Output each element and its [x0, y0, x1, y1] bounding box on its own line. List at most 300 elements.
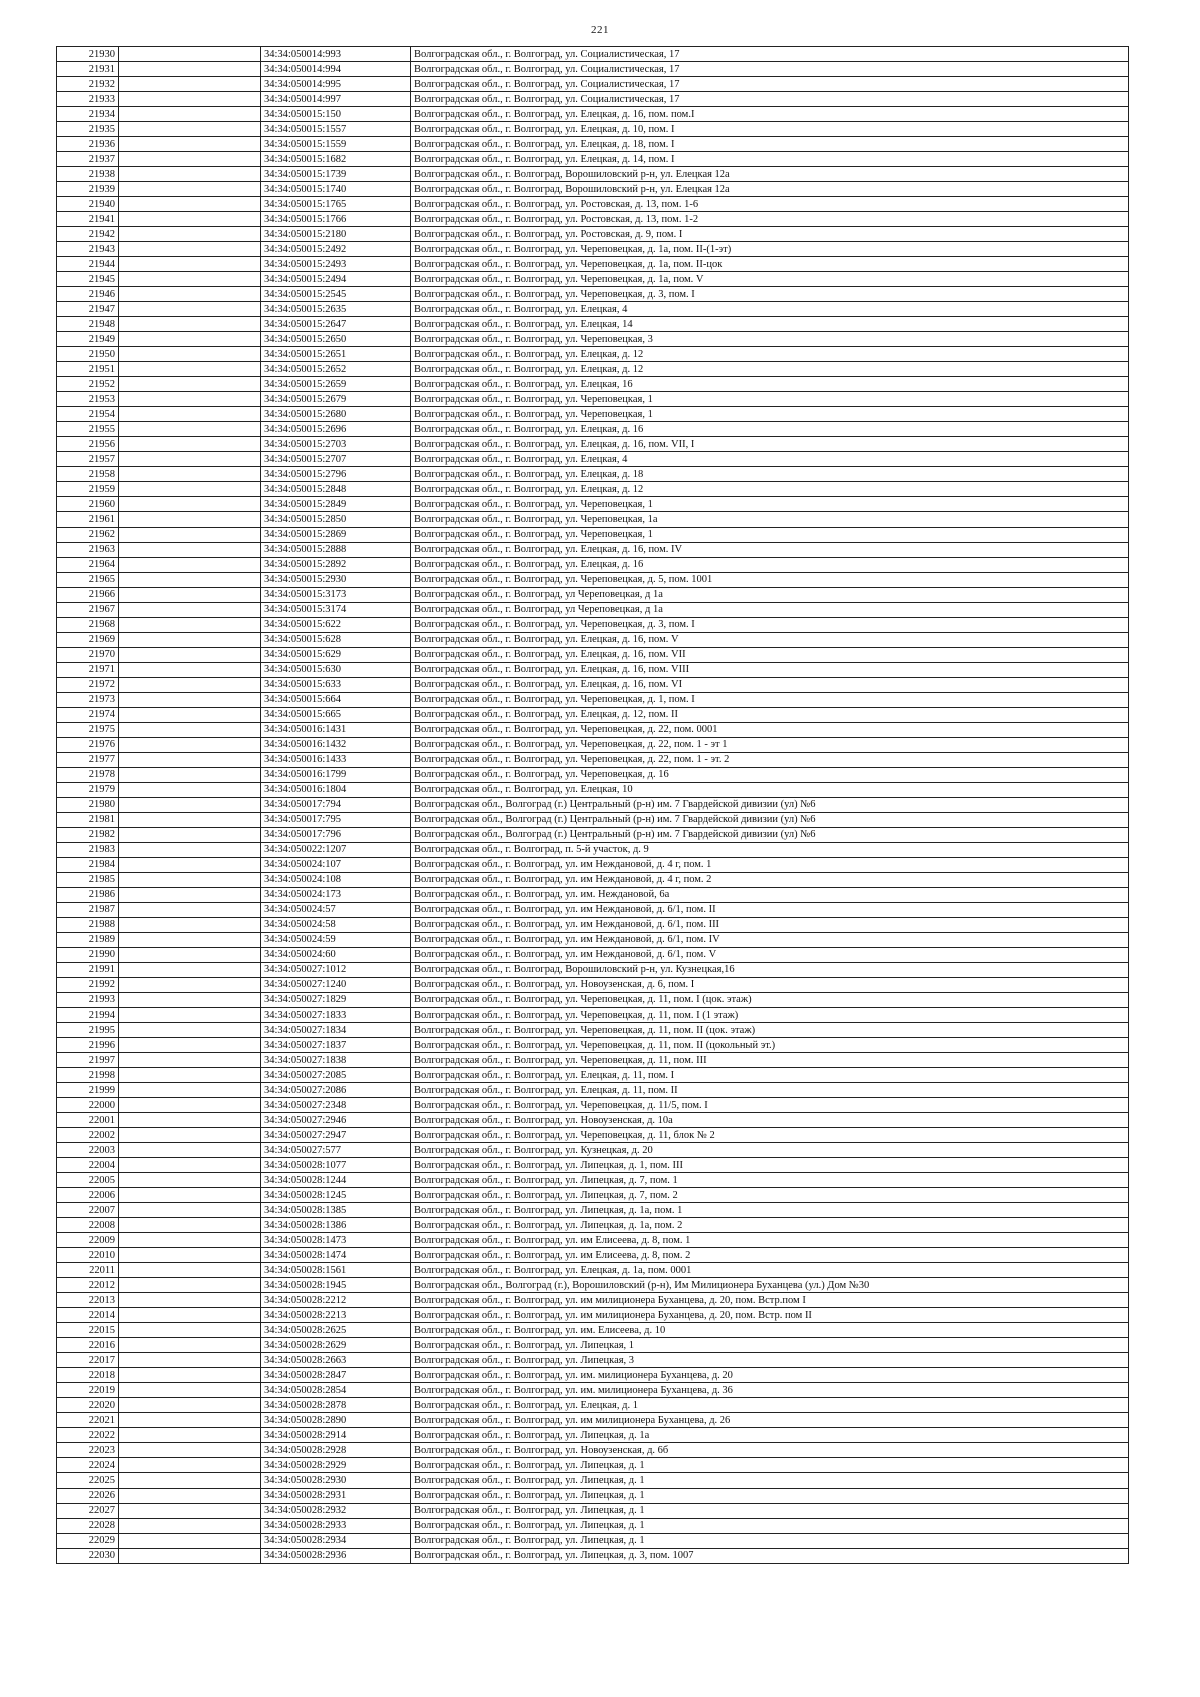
table-row	[57, 497, 1129, 512]
table-row	[57, 902, 1129, 917]
cadastral-number-cell: 34:34:050028:2932	[261, 1503, 411, 1518]
table-row	[57, 512, 1129, 527]
table-row	[57, 692, 1129, 707]
address-cell: Волгоградская обл., г. Волгоград, ул. Новоузенская, д. 10а	[411, 1113, 1129, 1128]
row-number-cell: 21955	[57, 422, 119, 437]
cadastral-number-cell: 34:34:050024:57	[261, 902, 411, 917]
address-cell: Волгоградская обл., г. Волгоград, ул. Череповецкая, д. 1а, пом. II-цок	[411, 257, 1129, 272]
cadastral-number-cell: 34:34:050015:2180	[261, 227, 411, 242]
row-number-cell: 21949	[57, 332, 119, 347]
cadastral-number-cell: 34:34:050017:796	[261, 827, 411, 842]
table-row	[57, 1518, 1129, 1533]
address-cell: Волгоградская обл., г. Волгоград, ул. Елецкая, д. 10, пом. I	[411, 122, 1129, 137]
row-number-cell: 22025	[57, 1473, 119, 1488]
empty-cell	[119, 1038, 261, 1053]
cadastral-number-cell: 34:34:050016:1799	[261, 767, 411, 782]
registry-body	[57, 47, 1129, 1564]
row-number-cell: 21931	[57, 62, 119, 77]
empty-cell	[119, 107, 261, 122]
empty-cell	[119, 227, 261, 242]
cadastral-number-cell: 34:34:050028:1077	[261, 1158, 411, 1173]
address-cell: Волгоградская обл., г. Волгоград, ул. им. милиционера Буханцева, д. 20	[411, 1368, 1129, 1383]
address-cell: Волгоградская обл., г. Волгоград, Ворошиловский р-н, ул. Кузнецкая,16	[411, 962, 1129, 977]
table-row	[57, 482, 1129, 497]
table-row	[57, 647, 1129, 662]
address-cell: Волгоградская обл., г. Волгоград, ул. Череповецкая, 1	[411, 497, 1129, 512]
address-cell: Волгоградская обл., г. Волгоград, ул. Елецкая, д. 14, пом. I	[411, 152, 1129, 167]
row-number-cell: 21970	[57, 647, 119, 662]
table-row	[57, 122, 1129, 137]
cadastral-number-cell: 34:34:050015:622	[261, 617, 411, 632]
row-number-cell: 22009	[57, 1233, 119, 1248]
cadastral-number-cell: 34:34:050016:1804	[261, 782, 411, 797]
address-cell: Волгоградская обл., г. Волгоград, ул. Череповецкая, д. 3, пом. I	[411, 287, 1129, 302]
row-number-cell: 21947	[57, 302, 119, 317]
empty-cell	[119, 437, 261, 452]
cadastral-number-cell: 34:34:050028:2847	[261, 1368, 411, 1383]
row-number-cell: 21964	[57, 557, 119, 572]
empty-cell	[119, 857, 261, 872]
cadastral-number-cell: 34:34:050028:1244	[261, 1173, 411, 1188]
row-number-cell: 21939	[57, 182, 119, 197]
empty-cell	[119, 872, 261, 887]
address-cell: Волгоградская обл., г. Волгоград, ул. им Елисеева, д. 8, пом. 2	[411, 1248, 1129, 1263]
row-number-cell: 22022	[57, 1428, 119, 1443]
address-cell: Волгоградская обл., г. Волгоград, ул. Череповецкая, д. 11, блок № 2	[411, 1128, 1129, 1143]
empty-cell	[119, 1188, 261, 1203]
empty-cell	[119, 152, 261, 167]
empty-cell	[119, 1233, 261, 1248]
table-row	[57, 437, 1129, 452]
cadastral-number-cell: 34:34:050015:2680	[261, 407, 411, 422]
row-number-cell: 21960	[57, 497, 119, 512]
table-row	[57, 1278, 1129, 1293]
empty-cell	[119, 917, 261, 932]
row-number-cell: 21981	[57, 812, 119, 827]
row-number-cell: 21998	[57, 1068, 119, 1083]
table-row	[57, 377, 1129, 392]
address-cell: Волгоградская обл., Волгоград (г.) Центральный (р-н) им. 7 Гвардейской дивизии (ул) №6	[411, 812, 1129, 827]
cadastral-number-cell: 34:34:050028:2933	[261, 1518, 411, 1533]
row-number-cell: 22007	[57, 1203, 119, 1218]
address-cell: Волгоградская обл., г. Волгоград, ул. Елецкая, д. 18	[411, 467, 1129, 482]
address-cell: Волгоградская обл., г. Волгоград, ул. им Неждановой, д. 6/1, пом. V	[411, 947, 1129, 962]
row-number-cell: 21941	[57, 212, 119, 227]
address-cell: Волгоградская обл., г. Волгоград, ул. им. милиционера Буханцева, д. 36	[411, 1383, 1129, 1398]
address-cell: Волгоградская обл., г. Волгоград, ул. Липецкая, д. 3, пом. 1007	[411, 1548, 1129, 1563]
row-number-cell: 21966	[57, 587, 119, 602]
table-row	[57, 152, 1129, 167]
table-row	[57, 572, 1129, 587]
table-row	[57, 632, 1129, 647]
table-row	[57, 92, 1129, 107]
empty-cell	[119, 1488, 261, 1503]
row-number-cell: 21978	[57, 767, 119, 782]
row-number-cell: 22006	[57, 1188, 119, 1203]
table-row	[57, 302, 1129, 317]
empty-cell	[119, 452, 261, 467]
address-cell: Волгоградская обл., г. Волгоград, ул. Липецкая, д. 7, пом. 1	[411, 1173, 1129, 1188]
row-number-cell: 21988	[57, 917, 119, 932]
empty-cell	[119, 827, 261, 842]
address-cell: Волгоградская обл., г. Волгоград, ул. Ростовская, д. 13, пом. 1-6	[411, 197, 1129, 212]
table-row	[57, 857, 1129, 872]
address-cell: Волгоградская обл., г. Волгоград, ул. Череповецкая, 1	[411, 392, 1129, 407]
address-cell: Волгоградская обл., г. Волгоград, ул. Елецкая, д. 11, пом. I	[411, 1068, 1129, 1083]
cadastral-number-cell: 34:34:050015:2930	[261, 572, 411, 587]
cadastral-number-cell: 34:34:050027:2086	[261, 1083, 411, 1098]
table-row	[57, 227, 1129, 242]
cadastral-number-cell: 34:34:050015:1740	[261, 182, 411, 197]
empty-cell	[119, 1398, 261, 1413]
address-cell: Волгоградская обл., г. Волгоград, ул. Липецкая, д. 1, пом. III	[411, 1158, 1129, 1173]
table-row	[57, 182, 1129, 197]
address-cell: Волгоградская обл., г. Волгоград, ул. им Неждановой, д. 6/1, пом. II	[411, 902, 1129, 917]
row-number-cell: 22011	[57, 1263, 119, 1278]
empty-cell	[119, 1308, 261, 1323]
address-cell: Волгоградская обл., г. Волгоград, ул. Череповецкая, д. 1а, пом. II-(1-эт)	[411, 242, 1129, 257]
cadastral-number-cell: 34:34:050015:2493	[261, 257, 411, 272]
table-row	[57, 1083, 1129, 1098]
cadastral-number-cell: 34:34:050017:795	[261, 812, 411, 827]
table-row	[57, 212, 1129, 227]
cadastral-number-cell: 34:34:050015:3174	[261, 602, 411, 617]
cadastral-number-cell: 34:34:050028:2625	[261, 1323, 411, 1338]
row-number-cell: 21982	[57, 827, 119, 842]
cadastral-number-cell: 34:34:050027:1829	[261, 992, 411, 1007]
table-row	[57, 77, 1129, 92]
empty-cell	[119, 1503, 261, 1518]
table-row	[57, 1113, 1129, 1128]
row-number-cell: 21968	[57, 617, 119, 632]
cadastral-number-cell: 34:34:050015:1766	[261, 212, 411, 227]
table-row	[57, 752, 1129, 767]
empty-cell	[119, 167, 261, 182]
table-row	[57, 1548, 1129, 1563]
empty-cell	[119, 392, 261, 407]
table-row	[57, 272, 1129, 287]
cadastral-number-cell: 34:34:050028:1245	[261, 1188, 411, 1203]
address-cell: Волгоградская обл., г. Волгоград, ул. Елецкая, 14	[411, 317, 1129, 332]
empty-cell	[119, 1518, 261, 1533]
row-number-cell: 21945	[57, 272, 119, 287]
cadastral-number-cell: 34:34:050027:1838	[261, 1053, 411, 1068]
cadastral-number-cell: 34:34:050015:2707	[261, 452, 411, 467]
address-cell: Волгоградская обл., Волгоград (г.) Центральный (р-н) им. 7 Гвардейской дивизии (ул) №6	[411, 827, 1129, 842]
address-cell: Волгоградская обл., г. Волгоград, ул. им Неждановой, д. 4 г, пом. 2	[411, 872, 1129, 887]
empty-cell	[119, 842, 261, 857]
address-cell: Волгоградская обл., г. Волгоград, ул. Липецкая, д. 1а, пом. 1	[411, 1203, 1129, 1218]
empty-cell	[119, 737, 261, 752]
row-number-cell: 22018	[57, 1368, 119, 1383]
empty-cell	[119, 62, 261, 77]
table-row	[57, 107, 1129, 122]
cadastral-number-cell: 34:34:050022:1207	[261, 842, 411, 857]
row-number-cell: 21952	[57, 377, 119, 392]
address-cell: Волгоградская обл., Волгоград (г.), Ворошиловский (р-н), Им Милиционера Буханцева (ул.) Дом №30	[411, 1278, 1129, 1293]
address-cell: Волгоградская обл., г. Волгоград, ул. Елецкая, 10	[411, 782, 1129, 797]
address-cell: Волгоградская обл., г. Волгоград, ул. Елецкая, д. 12	[411, 482, 1129, 497]
address-cell: Волгоградская обл., г. Волгоград, ул. Елецкая, д. 12	[411, 362, 1129, 377]
empty-cell	[119, 632, 261, 647]
cadastral-number-cell: 34:34:050024:108	[261, 872, 411, 887]
row-number-cell: 21992	[57, 977, 119, 992]
empty-cell	[119, 1353, 261, 1368]
empty-cell	[119, 692, 261, 707]
table-row	[57, 197, 1129, 212]
row-number-cell: 21974	[57, 707, 119, 722]
empty-cell	[119, 1023, 261, 1038]
cadastral-number-cell: 34:34:050015:2850	[261, 512, 411, 527]
empty-cell	[119, 542, 261, 557]
empty-cell	[119, 317, 261, 332]
address-cell: Волгоградская обл., г. Волгоград, ул. Елецкая, д. 16	[411, 557, 1129, 572]
address-cell: Волгоградская обл., г. Волгоград, ул. Елецкая, д. 16, пом. V	[411, 632, 1129, 647]
empty-cell	[119, 497, 261, 512]
address-cell: Волгоградская обл., г. Волгоград, ул. им. Неждановой, 6а	[411, 887, 1129, 902]
row-number-cell: 21962	[57, 527, 119, 542]
table-row	[57, 407, 1129, 422]
cadastral-number-cell: 34:34:050028:1473	[261, 1233, 411, 1248]
empty-cell	[119, 602, 261, 617]
row-number-cell: 21977	[57, 752, 119, 767]
row-number-cell: 21975	[57, 722, 119, 737]
row-number-cell: 21935	[57, 122, 119, 137]
page-number: 221	[591, 24, 609, 36]
empty-cell	[119, 1293, 261, 1308]
empty-cell	[119, 1008, 261, 1023]
empty-cell	[119, 362, 261, 377]
empty-cell	[119, 1458, 261, 1473]
address-cell: Волгоградская обл., г. Волгоград, ул. Елецкая, 4	[411, 302, 1129, 317]
row-number-cell: 22001	[57, 1113, 119, 1128]
empty-cell	[119, 722, 261, 737]
empty-cell	[119, 1203, 261, 1218]
table-row	[57, 1023, 1129, 1038]
cadastral-number-cell: 34:34:050028:2212	[261, 1293, 411, 1308]
address-cell: Волгоградская обл., г. Волгоград, ул. Липецкая, д. 1	[411, 1488, 1129, 1503]
cadastral-number-cell: 34:34:050015:2849	[261, 497, 411, 512]
table-row	[57, 617, 1129, 632]
table-row	[57, 452, 1129, 467]
row-number-cell: 22015	[57, 1323, 119, 1338]
empty-cell	[119, 1263, 261, 1278]
empty-cell	[119, 482, 261, 497]
empty-cell	[119, 1473, 261, 1488]
table-row	[57, 827, 1129, 842]
empty-cell	[119, 947, 261, 962]
row-number-cell: 21971	[57, 662, 119, 677]
row-number-cell: 21938	[57, 167, 119, 182]
table-row	[57, 1188, 1129, 1203]
address-cell: Волгоградская обл., г. Волгоград, ул. Социалистическая, 17	[411, 47, 1129, 62]
row-number-cell: 21950	[57, 347, 119, 362]
table-row	[57, 1323, 1129, 1338]
cadastral-number-cell: 34:34:050015:1765	[261, 197, 411, 212]
address-cell: Волгоградская обл., г. Волгоград, ул. Елецкая, д. 16, пом. VIII	[411, 662, 1129, 677]
empty-cell	[119, 527, 261, 542]
address-cell: Волгоградская обл., г. Волгоград, ул. Елецкая, д. 16, пом. VI	[411, 677, 1129, 692]
cadastral-number-cell: 34:34:050028:2914	[261, 1428, 411, 1443]
row-number-cell: 22017	[57, 1353, 119, 1368]
address-cell: Волгоградская обл., г. Волгоград, ул. Липецкая, д. 1а, пом. 2	[411, 1218, 1129, 1233]
empty-cell	[119, 347, 261, 362]
empty-cell	[119, 47, 261, 62]
address-cell: Волгоградская обл., г. Волгоград, Ворошиловский р-н, ул. Елецкая 12а	[411, 182, 1129, 197]
empty-cell	[119, 557, 261, 572]
cadastral-number-cell: 34:34:050017:794	[261, 797, 411, 812]
empty-cell	[119, 932, 261, 947]
address-cell: Волгоградская обл., г. Волгоград, ул. Липецкая, д. 7, пом. 2	[411, 1188, 1129, 1203]
cadastral-number-cell: 34:34:050015:2888	[261, 542, 411, 557]
table-row	[57, 1038, 1129, 1053]
table-row	[57, 797, 1129, 812]
address-cell: Волгоградская обл., г. Волгоград, ул. Череповецкая, д. 22, пом. 1 - эт. 2	[411, 752, 1129, 767]
row-number-cell: 21957	[57, 452, 119, 467]
empty-cell	[119, 137, 261, 152]
cadastral-number-cell: 34:34:050024:59	[261, 932, 411, 947]
address-cell: Волгоградская обл., г. Волгоград, ул. Череповецкая, 1	[411, 527, 1129, 542]
empty-cell	[119, 662, 261, 677]
row-number-cell: 21969	[57, 632, 119, 647]
row-number-cell: 21958	[57, 467, 119, 482]
row-number-cell: 22020	[57, 1398, 119, 1413]
row-number-cell: 21967	[57, 602, 119, 617]
empty-cell	[119, 242, 261, 257]
table-row	[57, 917, 1129, 932]
row-number-cell: 22003	[57, 1143, 119, 1158]
row-number-cell: 21954	[57, 407, 119, 422]
empty-cell	[119, 1443, 261, 1458]
empty-cell	[119, 1383, 261, 1398]
cadastral-number-cell: 34:34:050015:2652	[261, 362, 411, 377]
row-number-cell: 21959	[57, 482, 119, 497]
address-cell: Волгоградская обл., г. Волгоград, ул. Череповецкая, д. 1, пом. I	[411, 692, 1129, 707]
table-row	[57, 542, 1129, 557]
row-number-cell: 22023	[57, 1443, 119, 1458]
table-row	[57, 1293, 1129, 1308]
address-cell: Волгоградская обл., г. Волгоград, ул. им Неждановой, д. 6/1, пом. IV	[411, 932, 1129, 947]
cadastral-number-cell: 34:34:050015:2696	[261, 422, 411, 437]
empty-cell	[119, 902, 261, 917]
empty-cell	[119, 182, 261, 197]
row-number-cell: 21946	[57, 287, 119, 302]
table-row	[57, 1158, 1129, 1173]
cadastral-number-cell: 34:34:050015:1559	[261, 137, 411, 152]
empty-cell	[119, 92, 261, 107]
empty-cell	[119, 572, 261, 587]
address-cell: Волгоградская обл., г. Волгоград, ул. им милиционера Буханцева, д. 20, пом. Встр.пом I	[411, 1293, 1129, 1308]
row-number-cell: 22008	[57, 1218, 119, 1233]
cadastral-number-cell: 34:34:050015:2494	[261, 272, 411, 287]
empty-cell	[119, 212, 261, 227]
empty-cell	[119, 422, 261, 437]
table-row	[57, 1458, 1129, 1473]
cadastral-number-cell: 34:34:050028:2854	[261, 1383, 411, 1398]
cadastral-number-cell: 34:34:050015:2869	[261, 527, 411, 542]
table-row	[57, 1338, 1129, 1353]
cadastral-number-cell: 34:34:050027:1834	[261, 1023, 411, 1038]
empty-cell	[119, 767, 261, 782]
table-row	[57, 242, 1129, 257]
table-row	[57, 1488, 1129, 1503]
row-number-cell: 22026	[57, 1488, 119, 1503]
table-row	[57, 587, 1129, 602]
table-row	[57, 1128, 1129, 1143]
empty-cell	[119, 647, 261, 662]
row-number-cell: 22016	[57, 1338, 119, 1353]
table-row	[57, 737, 1129, 752]
address-cell: Волгоградская обл., г. Волгоград, ул. Елецкая, д. 16, пом. VII, I	[411, 437, 1129, 452]
cadastral-number-cell: 34:34:050015:2892	[261, 557, 411, 572]
row-number-cell: 21936	[57, 137, 119, 152]
row-number-cell: 21953	[57, 392, 119, 407]
address-cell: Волгоградская обл., г. Волгоград, ул. Елецкая, д. 16, пом. IV	[411, 542, 1129, 557]
cadastral-number-cell: 34:34:050028:2213	[261, 1308, 411, 1323]
table-row	[57, 677, 1129, 692]
table-row	[57, 1098, 1129, 1113]
cadastral-number-cell: 34:34:050028:2928	[261, 1443, 411, 1458]
cadastral-number-cell: 34:34:050015:2647	[261, 317, 411, 332]
address-cell: Волгоградская обл., г. Волгоград, ул. Ростовская, д. 13, пом. 1-2	[411, 212, 1129, 227]
address-cell: Волгоградская обл., г. Волгоград, ул. Новоузенская, д. 6, пом. I	[411, 977, 1129, 992]
cadastral-number-cell: 34:34:050015:1682	[261, 152, 411, 167]
cadastral-number-cell: 34:34:050015:665	[261, 707, 411, 722]
empty-cell	[119, 1338, 261, 1353]
row-number-cell: 21965	[57, 572, 119, 587]
cadastral-number-cell: 34:34:050014:993	[261, 47, 411, 62]
address-cell: Волгоградская обл., г. Волгоград, ул. им. Елисеева, д. 10	[411, 1323, 1129, 1338]
cadastral-number-cell: 34:34:050015:2545	[261, 287, 411, 302]
cadastral-number-cell: 34:34:050015:2651	[261, 347, 411, 362]
cadastral-number-cell: 34:34:050024:107	[261, 857, 411, 872]
cadastral-number-cell: 34:34:050028:1474	[261, 1248, 411, 1263]
table-row	[57, 962, 1129, 977]
address-cell: Волгоградская обл., г. Волгоград, ул. Череповецкая, д. 5, пом. 1001	[411, 572, 1129, 587]
row-number-cell: 21956	[57, 437, 119, 452]
cadastral-number-cell: 34:34:050014:994	[261, 62, 411, 77]
cadastral-number-cell: 34:34:050027:1837	[261, 1038, 411, 1053]
cadastral-number-cell: 34:34:050024:60	[261, 947, 411, 962]
cadastral-number-cell: 34:34:050015:2796	[261, 467, 411, 482]
empty-cell	[119, 782, 261, 797]
cadastral-number-cell: 34:34:050027:1240	[261, 977, 411, 992]
cadastral-number-cell: 34:34:050028:2629	[261, 1338, 411, 1353]
empty-cell	[119, 812, 261, 827]
table-row	[57, 422, 1129, 437]
address-cell: Волгоградская обл., г. Волгоград, ул. Социалистическая, 17	[411, 77, 1129, 92]
address-cell: Волгоградская обл., г. Волгоград, ул. Липецкая, д. 1	[411, 1518, 1129, 1533]
row-number-cell: 21985	[57, 872, 119, 887]
row-number-cell: 21951	[57, 362, 119, 377]
table-row	[57, 137, 1129, 152]
property-registry-table	[56, 46, 1129, 1564]
row-number-cell: 21933	[57, 92, 119, 107]
row-number-cell: 21972	[57, 677, 119, 692]
table-row	[57, 1233, 1129, 1248]
table-row	[57, 1308, 1129, 1323]
row-number-cell: 21973	[57, 692, 119, 707]
cadastral-number-cell: 34:34:050015:630	[261, 662, 411, 677]
empty-cell	[119, 1068, 261, 1083]
empty-cell	[119, 992, 261, 1007]
cadastral-number-cell: 34:34:050015:2679	[261, 392, 411, 407]
address-cell: Волгоградская обл., г. Волгоград, ул. Новоузенская, д. 6б	[411, 1443, 1129, 1458]
address-cell: Волгоградская обл., г. Волгоград, ул. Череповецкая, д. 11, пом. I (цок. этаж)	[411, 992, 1129, 1007]
row-number-cell: 21990	[57, 947, 119, 962]
empty-cell	[119, 1548, 261, 1563]
table-row	[57, 467, 1129, 482]
